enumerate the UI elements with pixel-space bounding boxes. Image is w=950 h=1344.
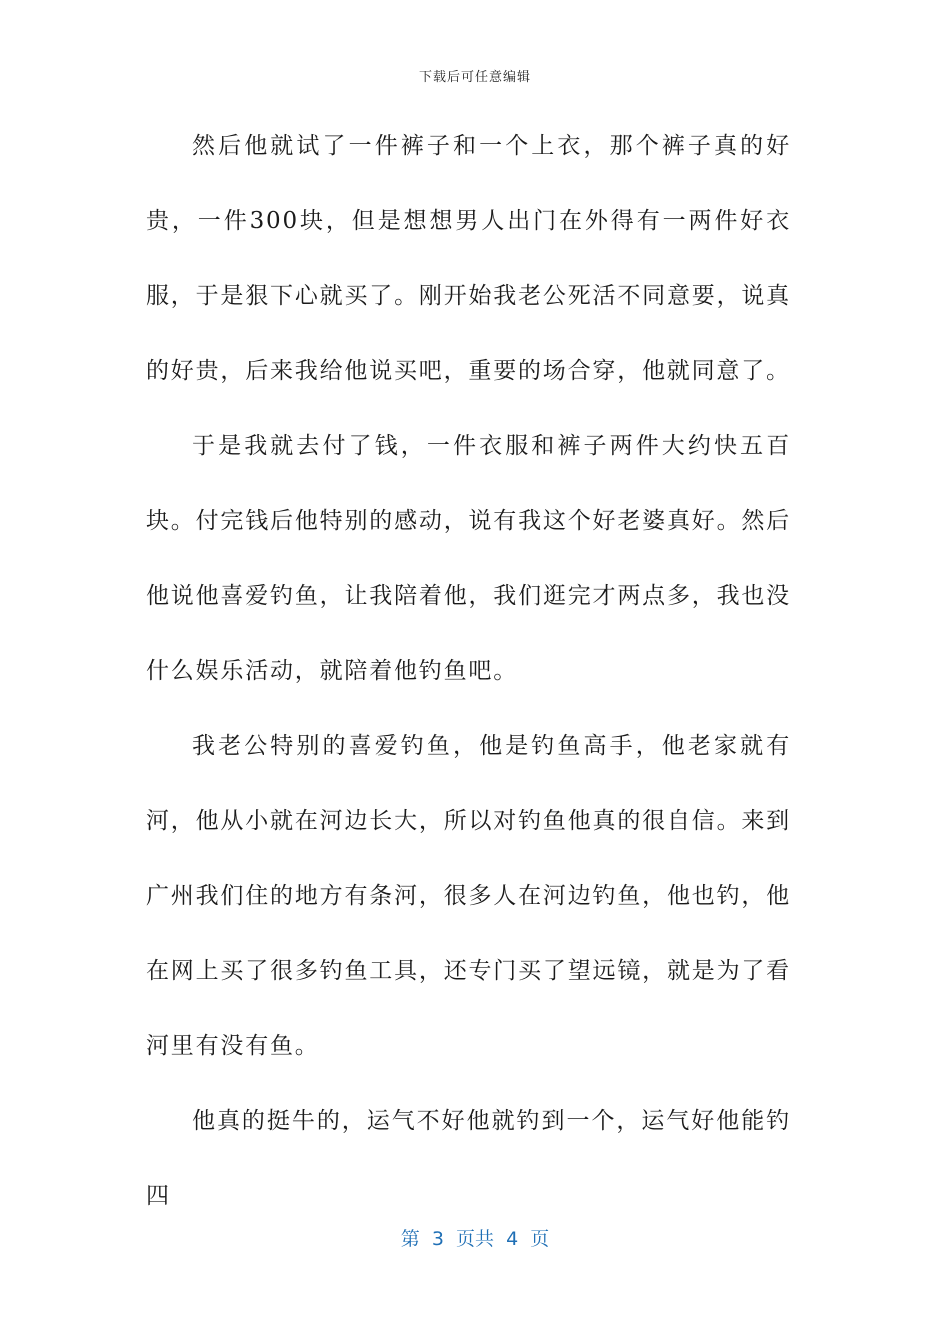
paragraph-2: 于是我就去付了钱，一件衣服和裤子两件大约快五百块。付完钱后他特别的感动，说有我这个好老婆真好。然后他说他喜爱钓鱼，让我陪着他，我们逛完才两点多，我也没什么娱乐活动，就陪着他钓鱼吧。 [146, 433, 791, 684]
page-header: 下载后可任意编辑 [418, 70, 531, 85]
paragraph-4: 他真的挺牛的，运气不好他就钓到一个，运气好他能钓四 [146, 1108, 791, 1209]
page-number-footer: 第 3 页共 4 页 [400, 1228, 550, 1250]
paragraph-1: 然后他就试了一件裤子和一个上衣，那个裤子真的好贵，一件300块，但是想想男人出门在外得有一两件好衣服，于是狠下心就买了。刚开始我老公死活不同意要，说真的好贵，后来我给他说买吧，重要的场合穿，他就同意了。 [146, 133, 791, 384]
paragraph-3: 我老公特别的喜爱钓鱼，他是钓鱼高手，他老家就有河，他从小就在河边长大，所以对钓鱼他真的很自信。来到广州我们住的地方有条河，很多人在河边钓鱼，他也钓，他在网上买了很多钓鱼工具，还专门买了望远镜，就是为了看河里有没有鱼。 [146, 733, 791, 1059]
document-body [146, 109, 791, 1234]
